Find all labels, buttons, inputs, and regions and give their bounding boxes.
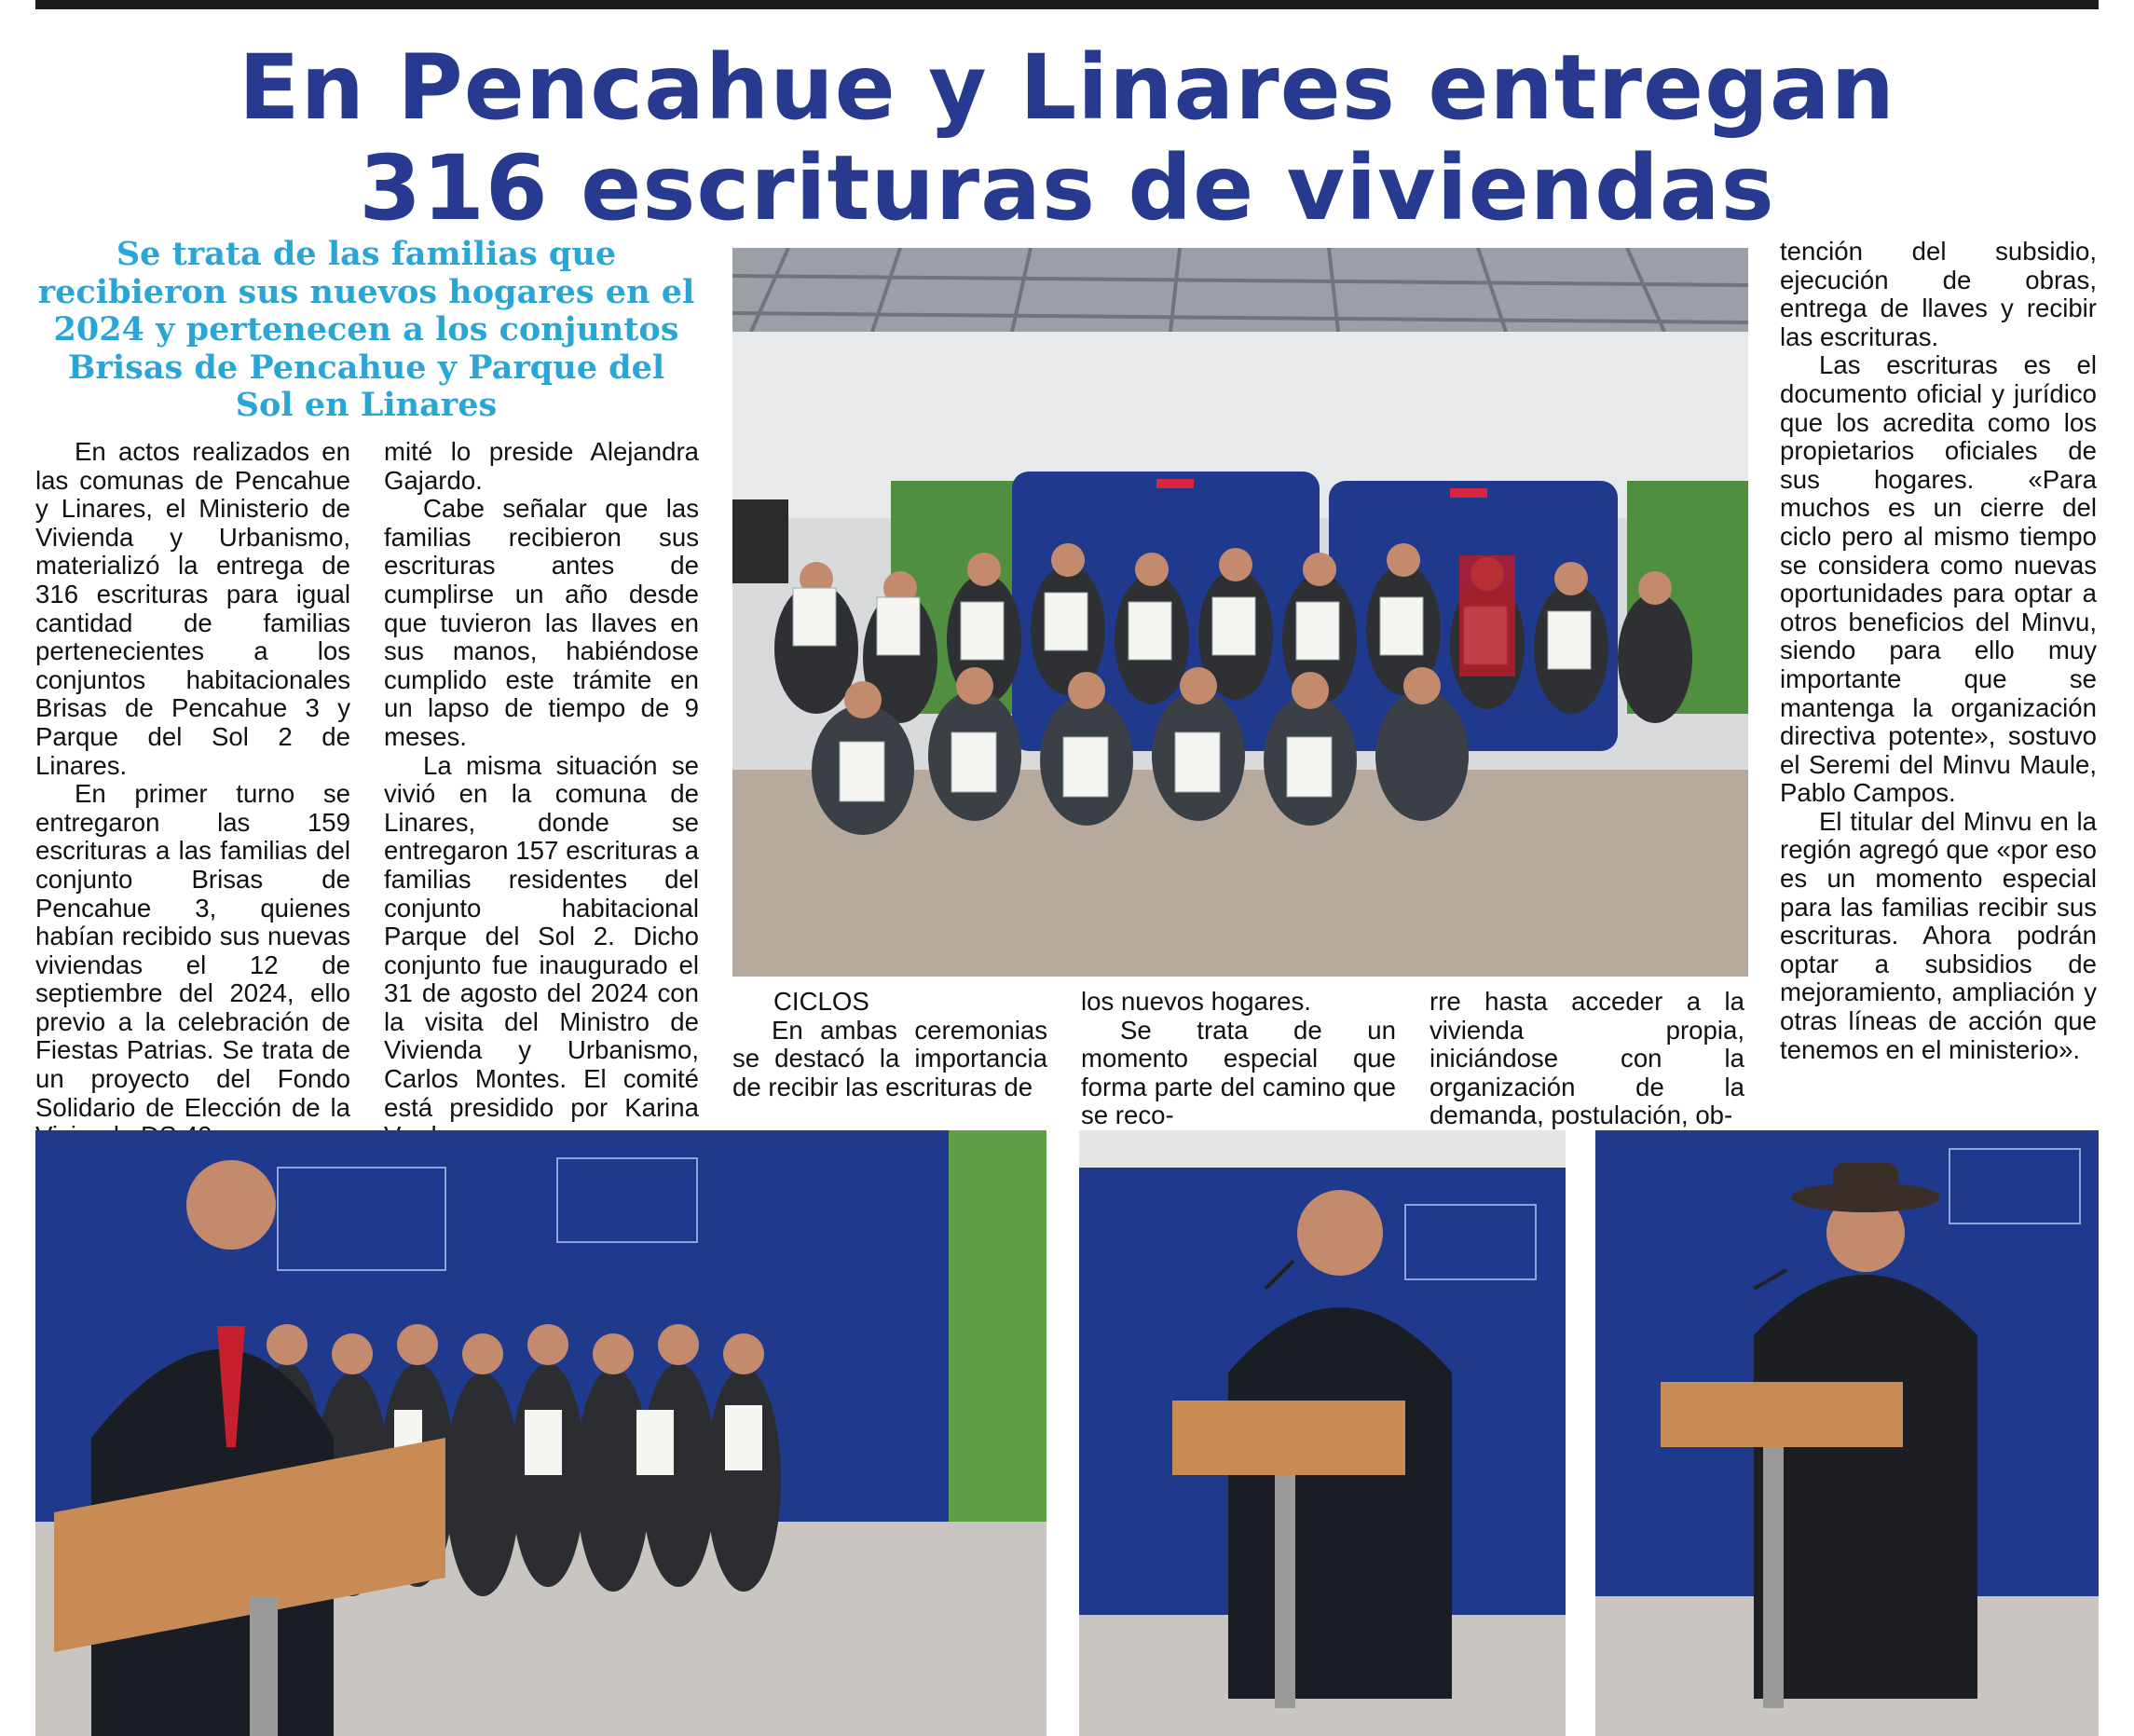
top-rule: [35, 0, 2099, 9]
paragraph: tención del subsidio, ejecución de obras, entrega de llaves y recibir las escrituras.: [1780, 237, 2097, 351]
subheadline: Se trata de las familias que recibieron sus nuevos hogares en el 2024 y pertenecen a los conjuntos Brisas de Pencahue y Parque del Sol en Linares: [37, 235, 695, 424]
paragraph: El titular del Minvu en la región agregó que «por eso es un momento especial para las familias recibir sus escrituras. Ahora podrán optar a subsidios de mejoramiento, ampliación y otras líneas de acción que tenemos en el ministerio».: [1780, 806, 2097, 1064]
speaker-photo-1-image: [35, 1130, 1046, 1736]
column-4: [1081, 988, 1396, 1130]
headline: [0, 37, 2134, 239]
paragraph: rre hasta acceder a la vivienda propia, iniciándose con la organización de la demanda, postulación, ob-: [1430, 987, 1744, 1130]
column-5: [1430, 988, 1744, 1130]
paragraph: Cabe señalar que las familias recibieron sus escrituras antes de cumplirse un año desde que tuvieron las llaves en sus manos, habiéndose cumplido este trámite en un lapso de tiempo de 9 meses.: [384, 494, 699, 751]
paragraph: los nuevos hogares.: [1081, 987, 1311, 1016]
paragraph: En actos realizados en las comunas de Pencahue y Linares, el Ministerio de Vivienda y Urbanismo, materializó la entrega de 316 escrituras para igual cantidad de familias pertenecientes a los conjuntos habitacionales Brisas de Pencahue 3 y Parque del Sol 2 de Linares.: [35, 437, 350, 780]
paragraph: En ambas ceremonias se destacó la importancia de recibir las escrituras de: [732, 1015, 1047, 1101]
paragraph: Las escrituras es el documento oficial y jurídico que los acredita como los propietarios oficiales de sus hogares. «Para muchos es un cierre del ciclo pero al mismo tiempo se considera como nuevas oportunidades para optar a otros beneficios del Minvu, siendo para ello muy importante que se mantenga la organización directiva potente», sostuvo el Seremi del Minvu Maule, Pablo Campos.: [1780, 350, 2097, 808]
paragraph: En primer turno se entregaron las 159 escrituras a las familias del conjunto Brisas de Pencahue 3, quienes habían recibido sus nuevas viviendas el 12 de septiembre del 2024, ello previo a la celebración de Fiestas Patrias. Se trata de un proyecto del Fondo Solidario de Elección de la: [35, 779, 350, 1122]
speaker-photo-1: [35, 1130, 1046, 1736]
column-1: [35, 438, 350, 1151]
headline-line-1: En Pencahue y Linares entregan: [239, 35, 1895, 140]
column-6: [1780, 238, 2097, 1064]
speaker-photo-2: [1079, 1130, 1566, 1736]
headline-line-2: 316 escrituras de viviendas: [359, 136, 1775, 240]
speaker-photo-3-image: [1595, 1130, 2099, 1736]
group-photo: [732, 248, 1748, 977]
speaker-photo-2-image: [1079, 1130, 1566, 1736]
paragraph: Se trata de un momento especial que forma parte del camino que se reco-: [1081, 1015, 1396, 1130]
group-photo-image: [732, 248, 1748, 977]
section-heading: CICLOS: [773, 987, 869, 1016]
speaker-photo-3: [1595, 1130, 2099, 1736]
column-3: [732, 988, 1047, 1101]
column-2: [384, 438, 699, 1151]
paragraph: mité lo preside Alejandra Gajardo.: [384, 437, 699, 495]
paragraph: La misma situación se vivió en la comuna de Linares, donde se entregaron 157 escrituras a familias residentes del conjunto habitacional Parque del Sol 2. Dicho conjunto fue inaugurado el 31 de agosto del 2024 con la visita del Ministro de Vivienda y Urbanismo, Carlos Montes. El comité está presidido por Karina: [384, 750, 699, 1122]
